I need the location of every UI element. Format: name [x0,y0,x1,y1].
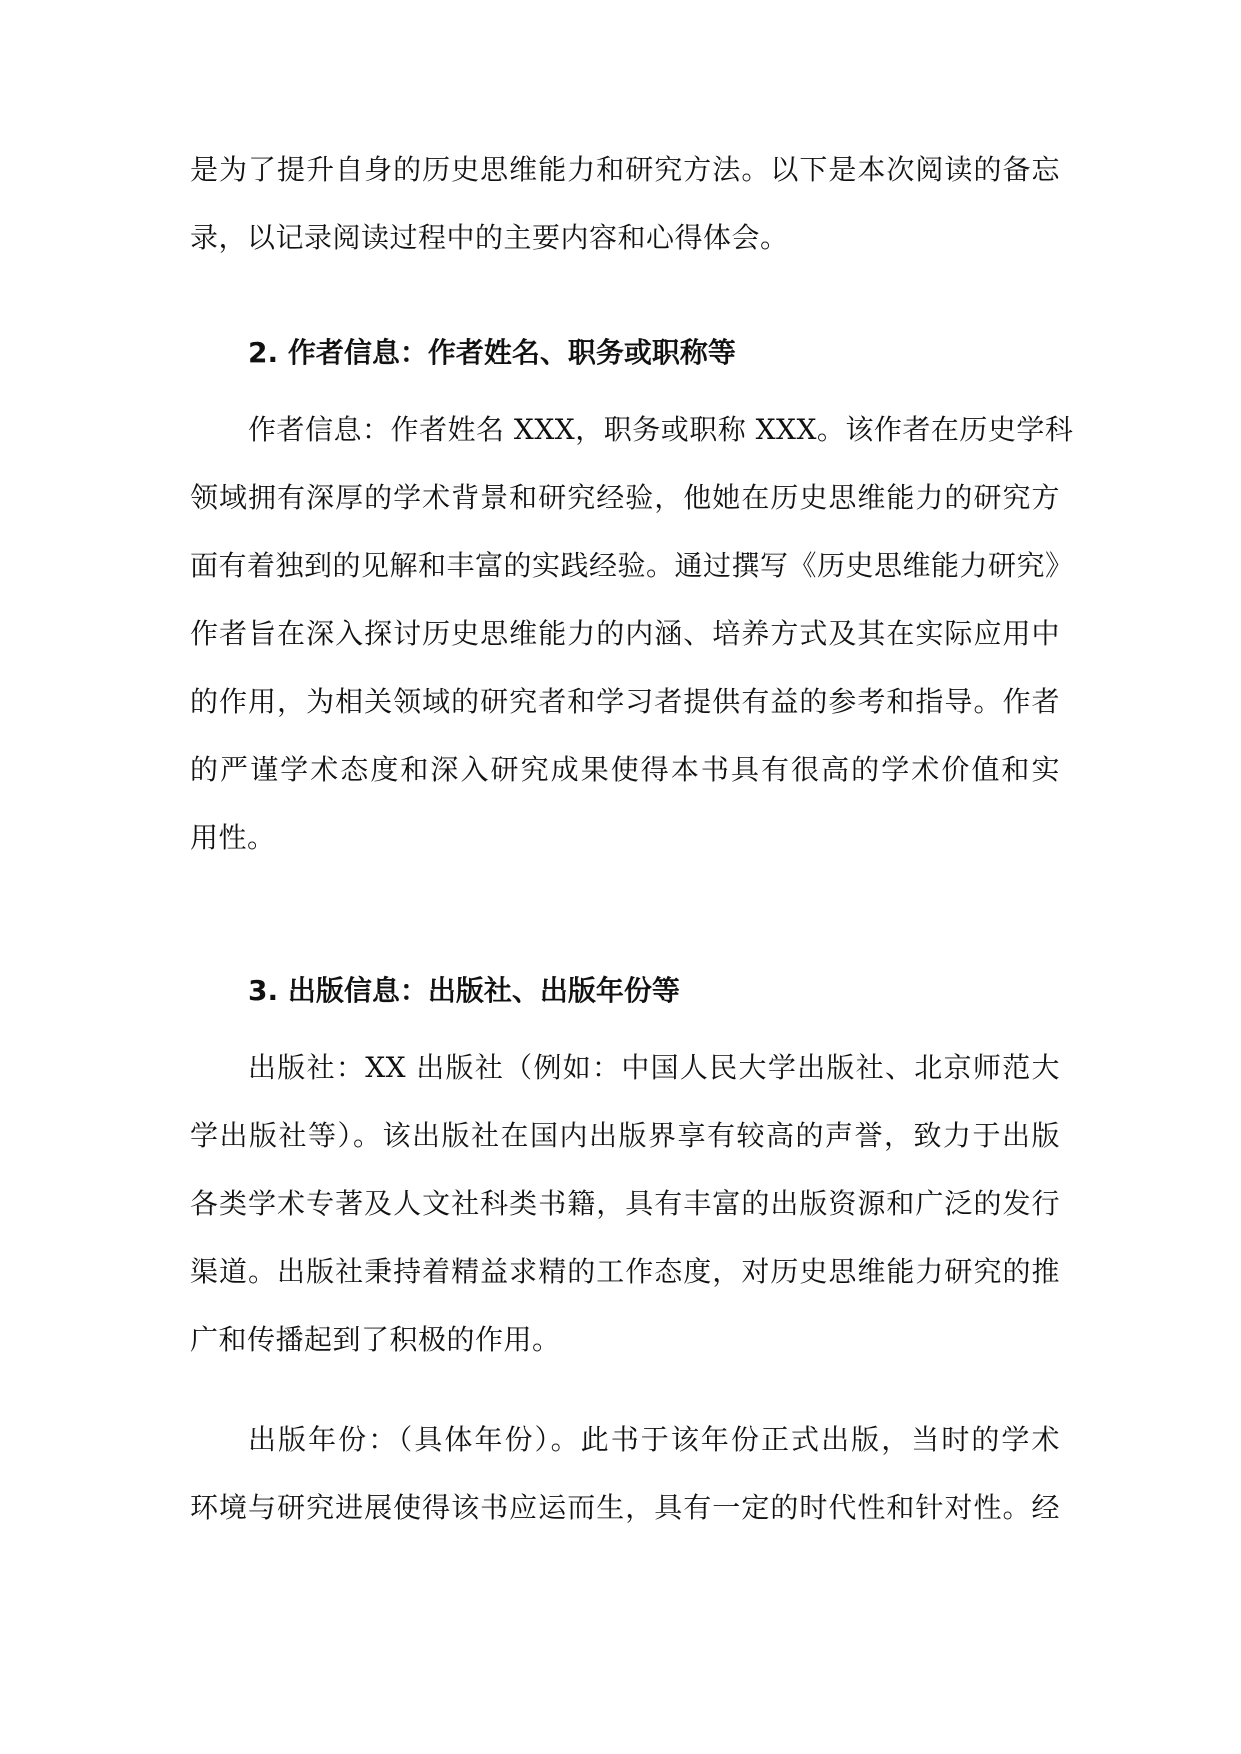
intro-paragraph [190,136,1060,272]
publisher-paragraph [190,1034,1060,1374]
author-line-4: 作者旨在深入探讨历史思维能力的内涵、培养方式及其在实际应用中 [190,617,1060,650]
year-line-2: 环境与研究进展使得该书应运而生，具有一定的时代性和针对性。经 [190,1491,1060,1524]
publisher-line-2: 学出版社等）。该出版社在国内出版界享有较高的声誉，致力于出版 [190,1119,1060,1152]
intro-line-2: 录，以记录阅读过程中的主要内容和心得体会。 [190,221,789,254]
section-2-heading: 2. 作者信息：作者姓名、职务或职称等 [248,336,736,369]
publisher-line-4: 渠道。出版社秉持着精益求精的工作态度，对历史思维能力研究的推 [190,1255,1060,1288]
author-line-7: 用性。 [190,821,276,854]
publish-year-paragraph [190,1406,1060,1542]
author-line-6: 的严谨学术态度和深入研究成果使得本书具有很高的学术价值和实 [190,753,1060,786]
author-line-2: 领域拥有深厚的学术背景和研究经验，他她在历史思维能力的研究方 [190,481,1060,514]
year-line-1: 出版年份：（具体年份）。此书于该年份正式出版，当时的学术 [248,1423,1060,1456]
intro-line-1: 是为了提升自身的历史思维能力和研究方法。以下是本次阅读的备忘 [190,153,1060,186]
author-line-5: 的作用，为相关领域的研究者和学习者提供有益的参考和指导。作者 [190,685,1060,718]
publisher-line-1: 出版社：XX 出版社（例如：中国人民大学出版社、北京师范大 [248,1051,1060,1084]
author-paragraph [190,396,1074,872]
author-line-1: 作者信息：作者姓名 XXX，职务或职称 XXX。该作者在历史学科 [248,413,1074,446]
author-line-3: 面有着独到的见解和丰富的实践经验。通过撰写《历史思维能力研究》 [190,549,1074,582]
publisher-line-5: 广和传播起到了积极的作用。 [190,1323,561,1356]
section-3-heading: 3. 出版信息：出版社、出版年份等 [248,974,680,1007]
publisher-line-3: 各类学术专著及人文社科类书籍，具有丰富的出版资源和广泛的发行 [190,1187,1060,1220]
